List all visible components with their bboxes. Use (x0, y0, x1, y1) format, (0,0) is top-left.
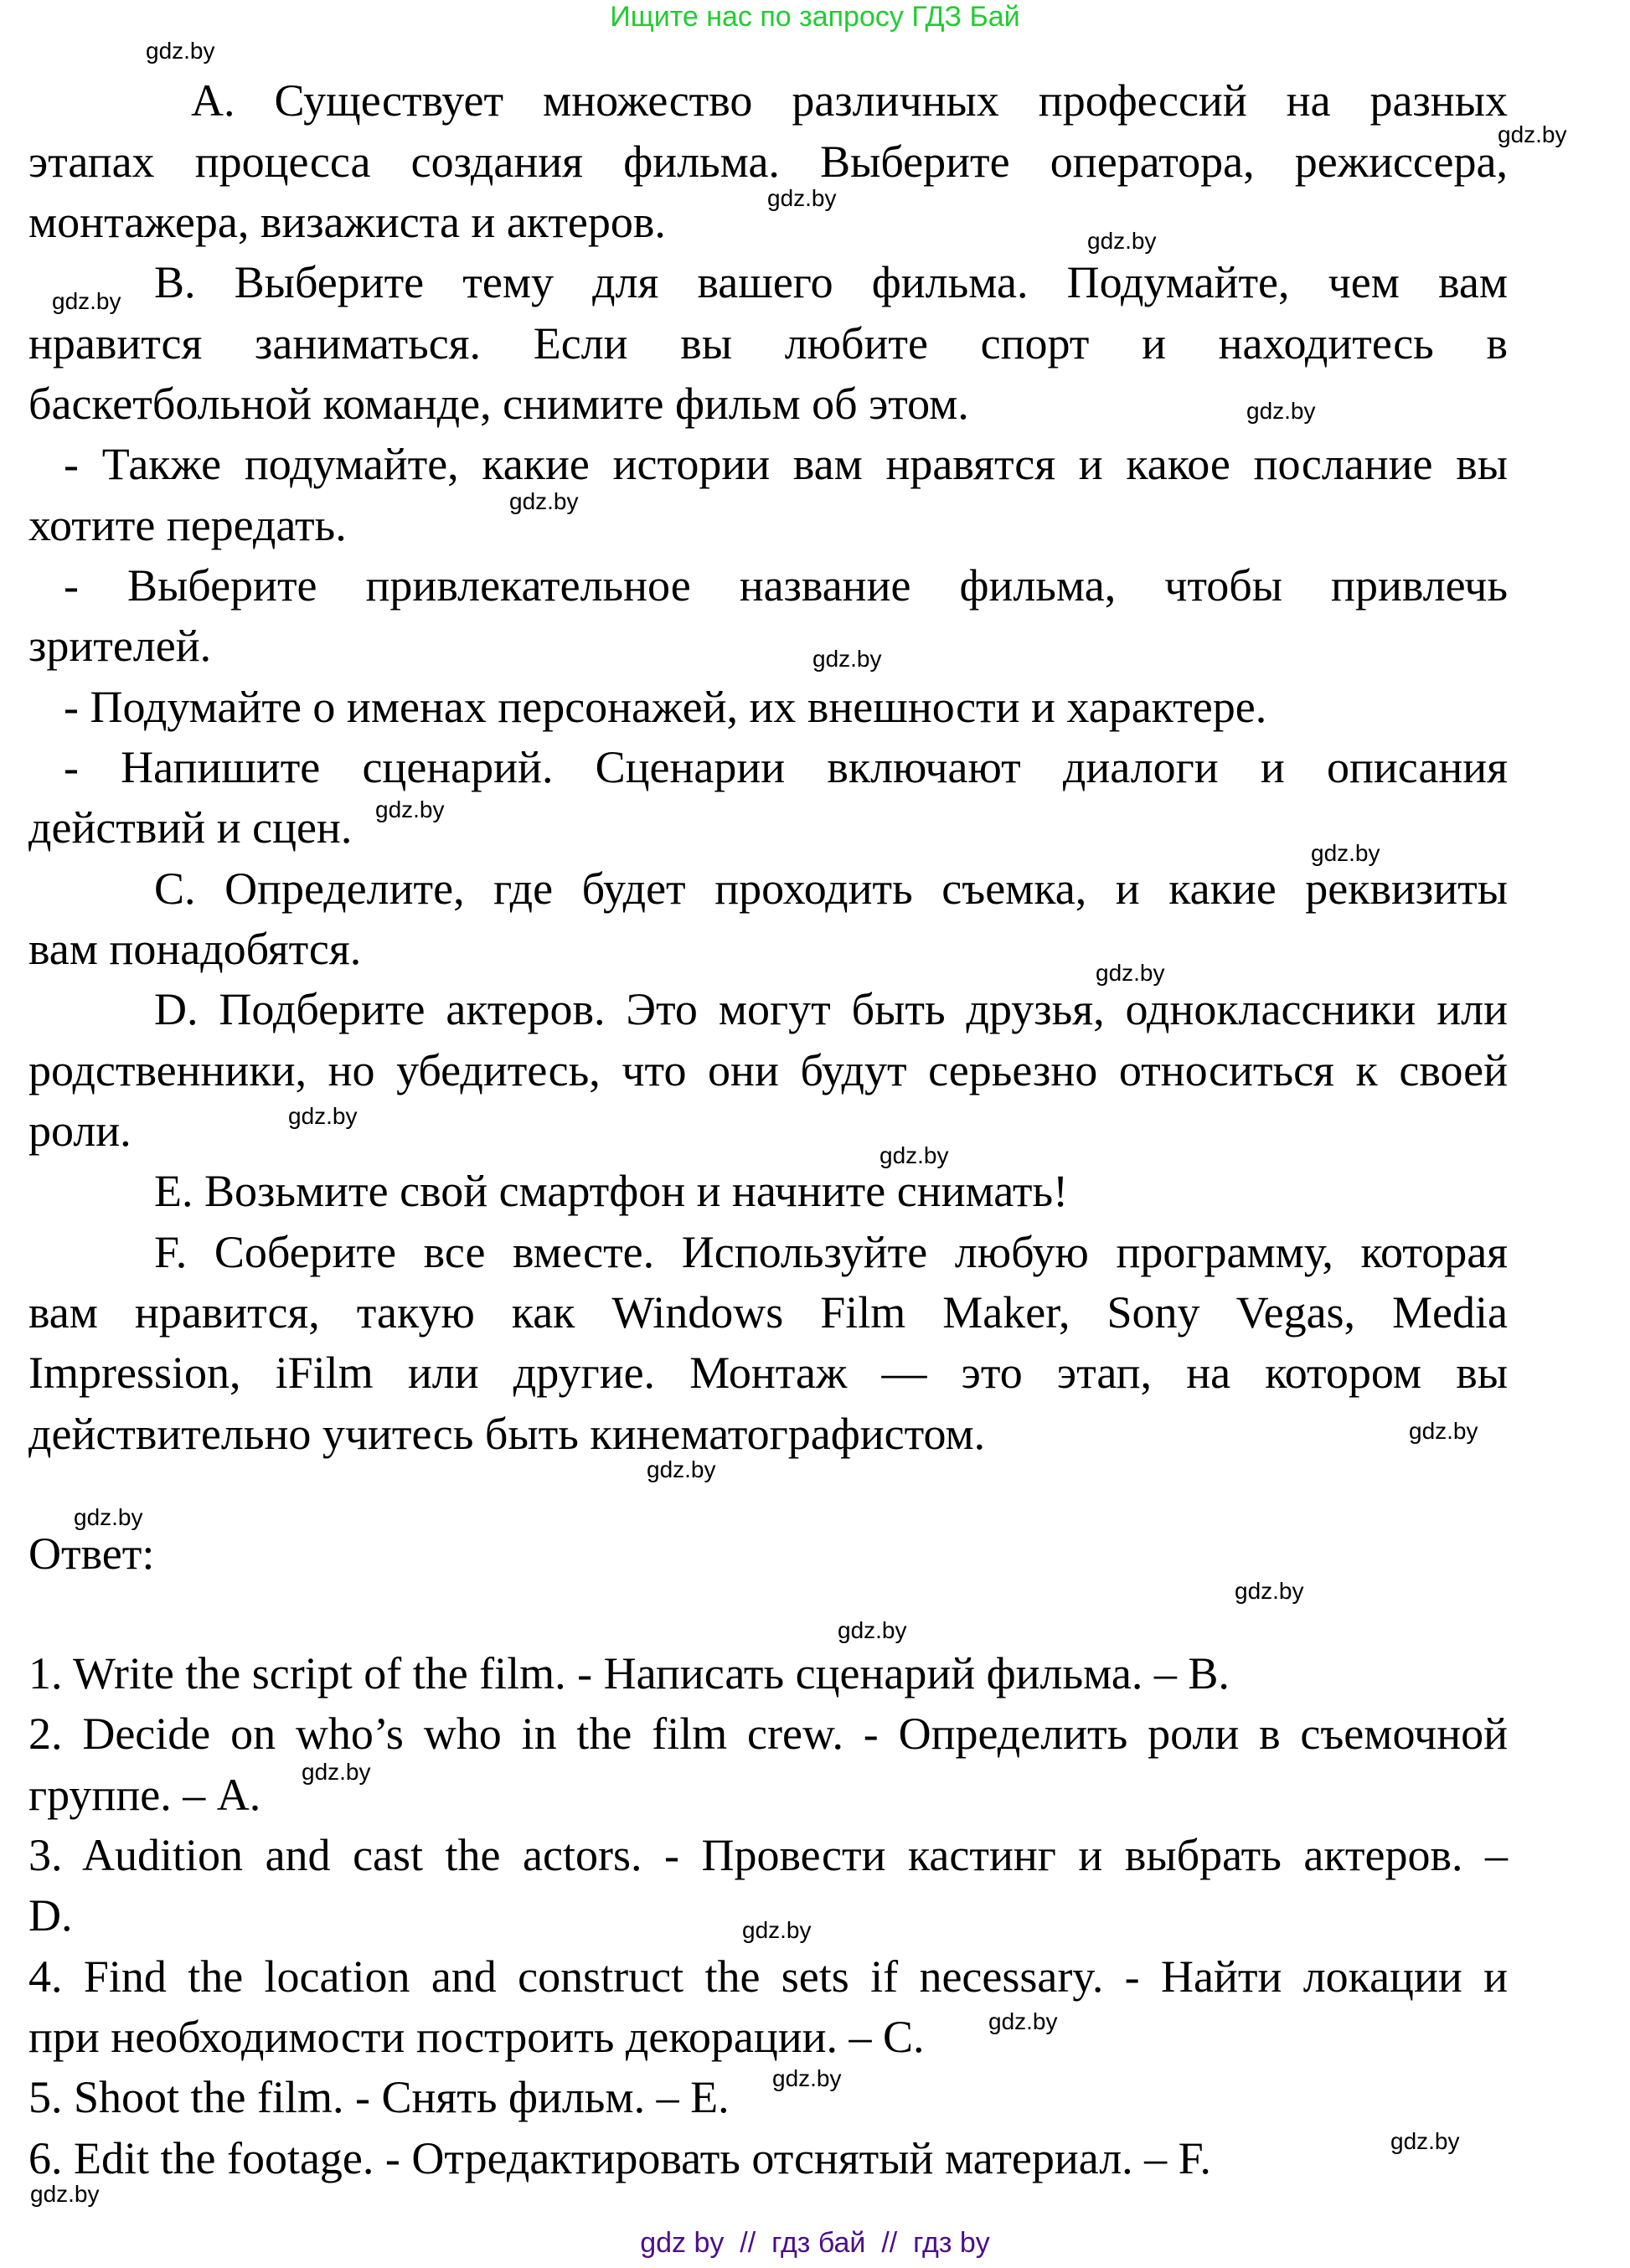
watermark: gdz.by (647, 1456, 716, 1482)
watermark: gdz.by (1096, 960, 1165, 986)
watermark: gdz.by (1409, 1418, 1478, 1444)
task-line: D. Подберите актеров. Это могут быть друзья, одноклассники или (154, 984, 1508, 1034)
task-line: баскетбольной команде, снимите фильм об этом. (28, 379, 969, 429)
task-line: - Выберите привлекательное название фильма, чтобы привлечь (64, 560, 1508, 611)
task-line: А. Существует множество различных профессий на разных (191, 75, 1508, 126)
task-line: родственники, но убедитесь, что они будут серьезно относиться к своей (28, 1045, 1508, 1095)
watermark: gdz.by (509, 488, 579, 514)
answer-line: группе. – A. (28, 1770, 261, 1820)
footer-links: gdz by // гдз бай // гдз by (640, 2227, 990, 2259)
task-line: E. Возьмите свой смартфон и начните снимать! (154, 1166, 1069, 1216)
answer-line: 3. Audition and cast the actors. - Провести кастинг и выбрать актеров. – (28, 1830, 1508, 1880)
task-line: F. Соберите все вместе. Используйте любую программу, которая (154, 1227, 1508, 1277)
task-line: - Подумайте о именах персонажей, их внешности и характере. (64, 682, 1267, 732)
page-header-title: Ищите нас по запросу ГДЗ Бай (610, 1, 1020, 33)
watermark: gdz.by (302, 1759, 371, 1785)
task-line: зрителей. (28, 621, 212, 671)
watermark: gdz.by (1087, 228, 1157, 254)
answer-line: 2. Decide on who’s who in the film crew. - Определить роли в съемочной (28, 1709, 1508, 1759)
answer-line: при необходимости построить декорации. – C. (28, 2012, 925, 2062)
task-line: вам нравится, такую как Windows Film Maker, Sony Vegas, Media (28, 1287, 1508, 1338)
task-line: Impression, iFilm или другие. Монтаж — это этап, на котором вы (28, 1348, 1508, 1398)
watermark: gdz.by (74, 1504, 143, 1530)
answer-line: 1. Write the script of the film. - Написать сценарий фильма. – B. (28, 1648, 1230, 1698)
task-line: вам понадобятся. (28, 924, 362, 974)
answer-line: 6. Edit the footage. - Отредактировать отснятый материал. – F. (28, 2133, 1211, 2183)
watermark: gdz.by (288, 1103, 358, 1129)
watermark: gdz.by (879, 1142, 949, 1168)
watermark: gdz.by (1235, 1578, 1304, 1604)
watermark: gdz.by (767, 185, 837, 211)
watermark: gdz.by (52, 288, 121, 314)
task-line: - Также подумайте, какие истории вам нравятся и какое послание вы (64, 439, 1508, 489)
watermark: gdz.by (742, 1917, 812, 1943)
task-line: нравится заниматься. Если вы любите спорт и находитесь в (28, 318, 1508, 369)
watermark: gdz.by (988, 2008, 1058, 2034)
watermark: gdz.by (1390, 2128, 1460, 2154)
watermark: gdz.by (375, 796, 445, 822)
watermark: gdz.by (146, 38, 215, 64)
watermark: gdz.by (30, 2181, 100, 2207)
watermark: gdz.by (1311, 840, 1380, 866)
task-line: монтажера, визажиста и актеров. (28, 197, 666, 247)
task-line: B. Выберите тему для вашего фильма. Подумайте, чем вам (154, 257, 1508, 307)
task-line: хотите передать. (28, 500, 347, 550)
answer-line: 4. Find the location and construct the sets if necessary. - Найти локации и (28, 1951, 1508, 2002)
task-line: этапах процесса создания фильма. Выберите оператора, режиссера, (28, 137, 1508, 187)
watermark: gdz.by (1246, 398, 1316, 424)
task-line: роли. (28, 1106, 132, 1156)
task-line: C. Определите, где будет проходить съемка, и какие реквизиты (154, 863, 1508, 914)
watermark: gdz.by (812, 646, 882, 672)
task-line: действительно учитесь быть кинематографистом. (28, 1409, 986, 1459)
answer-label: Ответ: (28, 1528, 155, 1579)
task-line: - Напишите сценарий. Сценарии включают диалоги и описания (64, 742, 1508, 792)
answer-line: 5. Shoot the film. - Снять фильм. – E. (28, 2072, 730, 2122)
watermark: gdz.by (838, 1617, 907, 1643)
answer-line: D. (28, 1890, 73, 1941)
task-line: действий и сцен. (28, 802, 353, 853)
watermark: gdz.by (772, 2065, 842, 2091)
watermark: gdz.by (1498, 121, 1567, 147)
